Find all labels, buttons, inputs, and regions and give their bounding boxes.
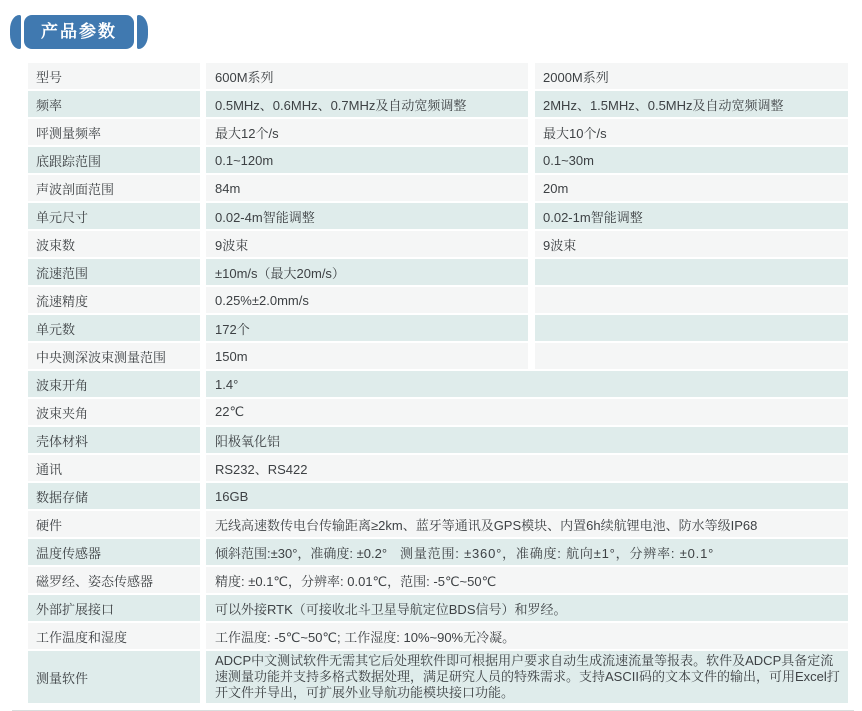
table-row [28, 623, 848, 649]
table-row [28, 455, 848, 481]
spec-label: 中央测深波束测量范围 [28, 343, 200, 369]
spec-value-600m-series: 150m [206, 343, 528, 369]
spec-label: 流速范围 [28, 259, 200, 285]
table-row [28, 175, 848, 201]
spec-value-2000m-series [535, 315, 848, 341]
spec-value: 无线高速数传电台传输距离≥2km、蓝牙等通讯及GPS模块、内置6h续航锂电池、防水等级IP68 [206, 511, 848, 537]
table-row [28, 427, 848, 453]
spec-value-2000m-series [535, 259, 848, 285]
table-row [28, 287, 848, 313]
spec-label: 流速精度 [28, 287, 200, 313]
spec-label: 型号 [28, 63, 200, 89]
spec-value-600m-series: 9波束 [206, 231, 528, 257]
spec-value: 可以外接RTK（可接收北斗卫星导航定位BDS信号）和罗经。 [206, 595, 848, 621]
table-row [28, 343, 848, 369]
spec-label: 单元尺寸 [28, 203, 200, 229]
spec-value-2000m-series: 2MHz、1.5MHz、0.5MHz及自动宽频调整 [535, 91, 848, 117]
spec-label: 温度传感器 [28, 539, 200, 565]
table-row [28, 63, 848, 89]
spec-value-2000m-series: 0.02-1m智能调整 [535, 203, 848, 229]
spec-value-600m-series: 172个 [206, 315, 528, 341]
spec-label: 呯测量频率 [28, 119, 200, 145]
table-row [28, 259, 848, 285]
spec-value-600m-series: 最大12个/s [206, 119, 528, 145]
table-row [28, 483, 848, 509]
spec-value-2000m-series: 20m [535, 175, 848, 201]
spec-label: 数据存储 [28, 483, 200, 509]
spec-label: 底跟踪范围 [28, 147, 200, 173]
spec-label: 单元数 [28, 315, 200, 341]
spec-value-600m-series: ±10m/s（最大20m/s） [206, 259, 528, 285]
spec-label: 波束数 [28, 231, 200, 257]
spec-value-secondary: 测量范围: ±360°，准确度: 航向±1°，分辨率: ±0.1° [400, 545, 715, 561]
spec-label: 测量软件 [28, 651, 200, 703]
spec-label: 外部扩展接口 [28, 595, 200, 621]
spec-value: 倾斜范围:±30°，准确度: ±0.2° 测量范围: ±360°，准确度: 航向±1°，分辨率: ±0.1° [206, 539, 848, 565]
spec-value: RS232、RS422 [206, 455, 848, 481]
spec-value-600m-series: 84m [206, 175, 528, 201]
table-row [28, 511, 848, 537]
spec-value-2000m-series [535, 287, 848, 313]
spec-value-600m-series: 0.1~120m [206, 147, 528, 173]
table-row [28, 399, 848, 425]
spec-value-600m-series: 0.02-4m智能调整 [206, 203, 528, 229]
spec-value-2000m-series: 0.1~30m [535, 147, 848, 173]
spec-label: 壳体材料 [28, 427, 200, 453]
table-row [28, 595, 848, 621]
badge-right-bracket-icon [137, 15, 148, 49]
table-row [28, 91, 848, 117]
table-row [28, 371, 848, 397]
table-row [28, 315, 848, 341]
spec-label: 磁罗经、姿态传感器 [28, 567, 200, 593]
badge-left-bracket-icon [10, 15, 21, 49]
spec-value: 阳极氧化铝 [206, 427, 848, 453]
spec-value: 22℃ [206, 399, 848, 425]
spec-label: 声波剖面范围 [28, 175, 200, 201]
spec-value: 16GB [206, 483, 848, 509]
spec-label: 工作温度和湿度 [28, 623, 200, 649]
spec-value-2000m-series [535, 343, 848, 369]
spec-value: 工作温度: -5℃~50℃; 工作湿度: 10%~90%无冷凝。 [206, 623, 848, 649]
spec-label: 频率 [28, 91, 200, 117]
spec-value-600m-series: 600M系列 [206, 63, 528, 89]
spec-value: 精度: ±0.1℃，分辨率: 0.01℃，范围: -5℃~50℃ [206, 567, 848, 593]
spec-label: 通讯 [28, 455, 200, 481]
table-row [28, 567, 848, 593]
table-row [28, 119, 848, 145]
spec-value-2000m-series: 2000M系列 [535, 63, 848, 89]
spec-label: 硬件 [28, 511, 200, 537]
page-title: 产品参数 [24, 15, 134, 49]
spec-table [28, 63, 848, 703]
table-row [28, 231, 848, 257]
table-row [28, 539, 848, 565]
spec-value: 1.4° [206, 371, 848, 397]
section-header-badge [10, 14, 148, 50]
table-row [28, 651, 848, 703]
spec-value: ADCP中文测试软件无需其它后处理软件即可根据用户要求自动生成流速流量等报表。软件及ADCP具备定流速测量功能并支持多格式数据处理，满足研究人员的特殊需求。支持ASCII码的文本文件的输出，可用Excel打开文件并导出，可扩展外业导航功能模块接口功能。 [206, 651, 848, 703]
spec-value-600m-series: 0.5MHz、0.6MHz、0.7MHz及自动宽频调整 [206, 91, 528, 117]
spec-label: 波束夹角 [28, 399, 200, 425]
spec-value-2000m-series: 最大10个/s [535, 119, 848, 145]
table-row [28, 147, 848, 173]
spec-value-600m-series: 0.25%±2.0mm/s [206, 287, 528, 313]
spec-value-2000m-series: 9波束 [535, 231, 848, 257]
table-row [28, 203, 848, 229]
spec-label: 波束开角 [28, 371, 200, 397]
